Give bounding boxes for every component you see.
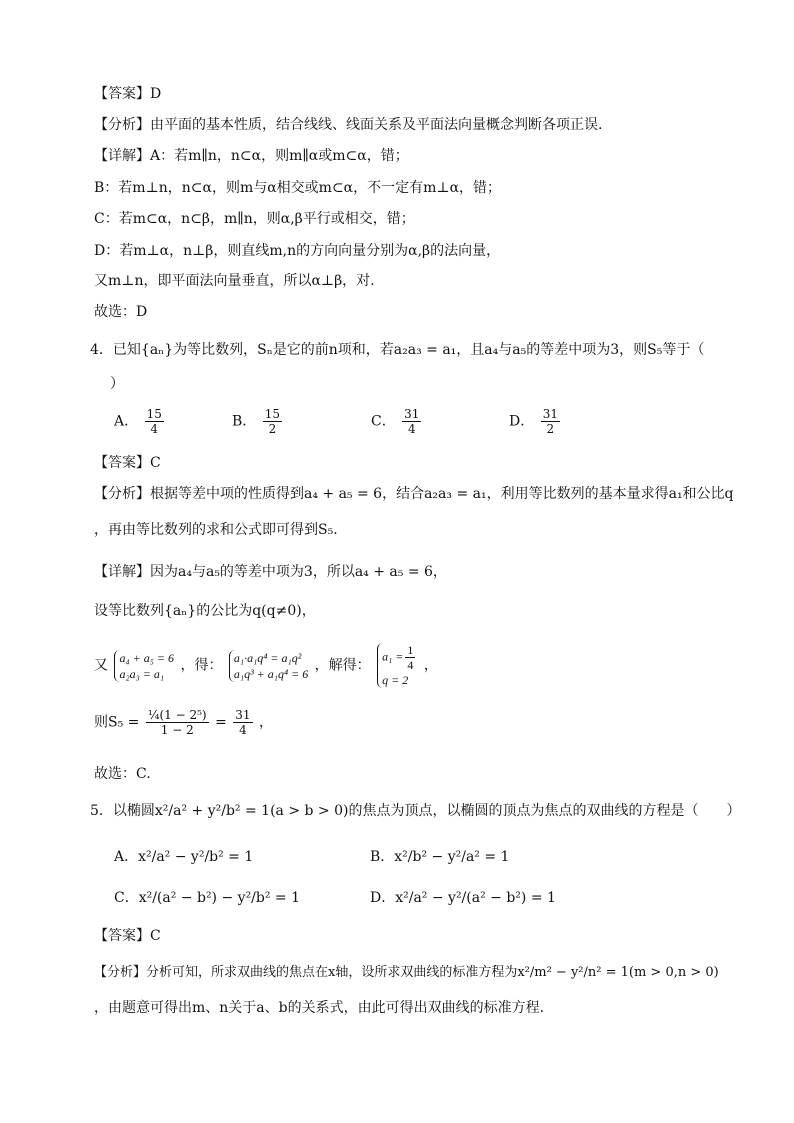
q4-system-3-num: 1 (407, 643, 414, 657)
q4-option-c (371, 407, 423, 436)
q4-option-d-num: 31 (542, 407, 558, 421)
q3-analysis: 【分析】由平面的基本性质，结合线线、线面关系及平面法向量概念判断各项正误. (94, 117, 603, 133)
q4-system-3 (377, 643, 417, 688)
q4-option-b-num: 15 (264, 407, 281, 421)
q3-detail-d2: 又m⊥n，即平面法向量垂直，所以α⊥β，对. (94, 273, 375, 289)
q4-system-3-eq2: q = 2 (382, 673, 409, 687)
q4-option-b (232, 407, 284, 436)
q4-detail-3-prefix: 又 (94, 657, 108, 674)
q4-detail-3-mid1: ，得： (180, 657, 223, 674)
q4-detail-1: 【详解】因为a₄与a₅的等差中项为3，所以a₄ + a₅ = 6， (94, 564, 447, 580)
q3-detail-b: B：若m⊥n，n⊂α，则m与α相交或m⊂α，不一定有m⊥α，错； (94, 180, 502, 196)
q5-option-a: A．x²/a² − y²/b² = 1 (114, 849, 254, 865)
q4-option-d (509, 407, 562, 436)
q4-detail-4-num: ¼(1 − 2⁵) (147, 708, 207, 722)
q4-option-d-letter: D． (509, 413, 535, 430)
q5-answer: 【答案】C (94, 928, 161, 944)
q4-stem-line2: ） (110, 376, 124, 392)
q4-option-b-letter: B． (232, 413, 257, 430)
q4-system-2-eq1: a₁·a₁q⁴ = a₁q² (233, 650, 302, 665)
q5-analysis-2: ，由题意可得出m、n关于a、b的关系式，由此可得出双曲线的标准方程. (94, 1000, 545, 1016)
q4-system-3-lhs: a₁ = (382, 649, 404, 664)
q4-option-c-num: 31 (404, 407, 420, 421)
q4-system-3-eq1 (382, 643, 417, 672)
q4-choice: 故选：C. (94, 766, 151, 782)
q5-option-d: D．x²/a² − y²/(a² − b²) = 1 (370, 890, 556, 906)
q4-option-b-den: 2 (268, 422, 277, 436)
q4-option-c-den: 4 (407, 422, 416, 436)
q4-detail-systems (94, 643, 438, 688)
q4-detail-4-rnum: 31 (235, 708, 251, 722)
q4-detail-3-end: ， (423, 657, 438, 674)
q4-detail-3-mid2: ，解得： (314, 657, 371, 674)
q4-detail-4-end: ， (258, 714, 273, 731)
q5-option-c: C．x²/(a² − b²) − y²/b² = 1 (114, 890, 301, 906)
q5-stem: 5．以椭圆x²/a² + y²/b² = 1(a > b > 0)的焦点为顶点，以椭圆的顶点为焦点的双曲线的方程是（ ） (90, 803, 741, 819)
q4-option-a (114, 407, 166, 436)
q4-detail-4-rden: 4 (239, 723, 247, 737)
q4-detail-4 (94, 708, 273, 737)
q4-detail-2: 设等比数列{aₙ}的公比为q(q≠0)， (94, 603, 316, 619)
q4-analysis-2: ，再由等比数列的求和公式即可得到S₅. (94, 522, 338, 538)
q5-option-b: B．x²/b² − y²/a² = 1 (370, 849, 510, 865)
q4-option-d-den: 2 (546, 422, 555, 436)
q4-system-2 (229, 650, 308, 682)
q3-detail-c: C：若m⊂α，n⊂β，m∥n，则α,β平行或相交，错； (94, 211, 415, 227)
q4-analysis-1: 【分析】根据等差中项的性质得到a₄ + a₅ = 6，结合a₂a₃ = a₁，利用等比数列的基本量求得a₁和公比q (94, 486, 734, 502)
q4-stem-line1: 4．已知{aₙ}为等比数列，Sₙ是它的前n项和，若a₂a₃ = a₁，且a₄与a₅的等差中项为3，则S₅等于（ (90, 342, 705, 358)
q4-detail-4-den: 1 − 2 (160, 723, 194, 737)
q4-option-c-letter: C． (371, 413, 396, 430)
q4-detail-4-eq: = (215, 714, 227, 731)
q4-answer: 【答案】C (94, 455, 161, 471)
q3-detail-a: 【详解】A：若m∥n，n⊂α，则m∥α或m⊂α，错； (94, 148, 409, 164)
q4-system-1-eq2: a₂a₃ = a₁ (119, 666, 165, 681)
q4-option-a-num: 15 (146, 407, 162, 421)
q4-system-2-eq2: a₁q³ + a₁q⁴ = 6 (233, 666, 309, 681)
q4-system-1 (114, 650, 174, 682)
q3-choice: 故选：D (94, 304, 148, 320)
q4-system-1-eq1: a₄ + a₅ = 6 (119, 650, 174, 665)
q4-system-3-den: 4 (407, 658, 414, 672)
q4-detail-4-prefix: 则S₅ = (94, 714, 140, 731)
q4-option-a-den: 4 (150, 422, 159, 436)
q5-analysis-1: 【分析】分析可知，所求双曲线的焦点在x轴，设所求双曲线的标准方程为x²/m² − y²/n² = 1(m > 0,n > 0) (94, 965, 719, 980)
q4-option-a-letter: A． (114, 413, 139, 430)
q3-detail-d1: D：若m⊥α，n⊥β，则直线m,n的方向向量分别为α,β的法向量， (94, 243, 501, 259)
q3-answer: 【答案】D (94, 86, 162, 102)
